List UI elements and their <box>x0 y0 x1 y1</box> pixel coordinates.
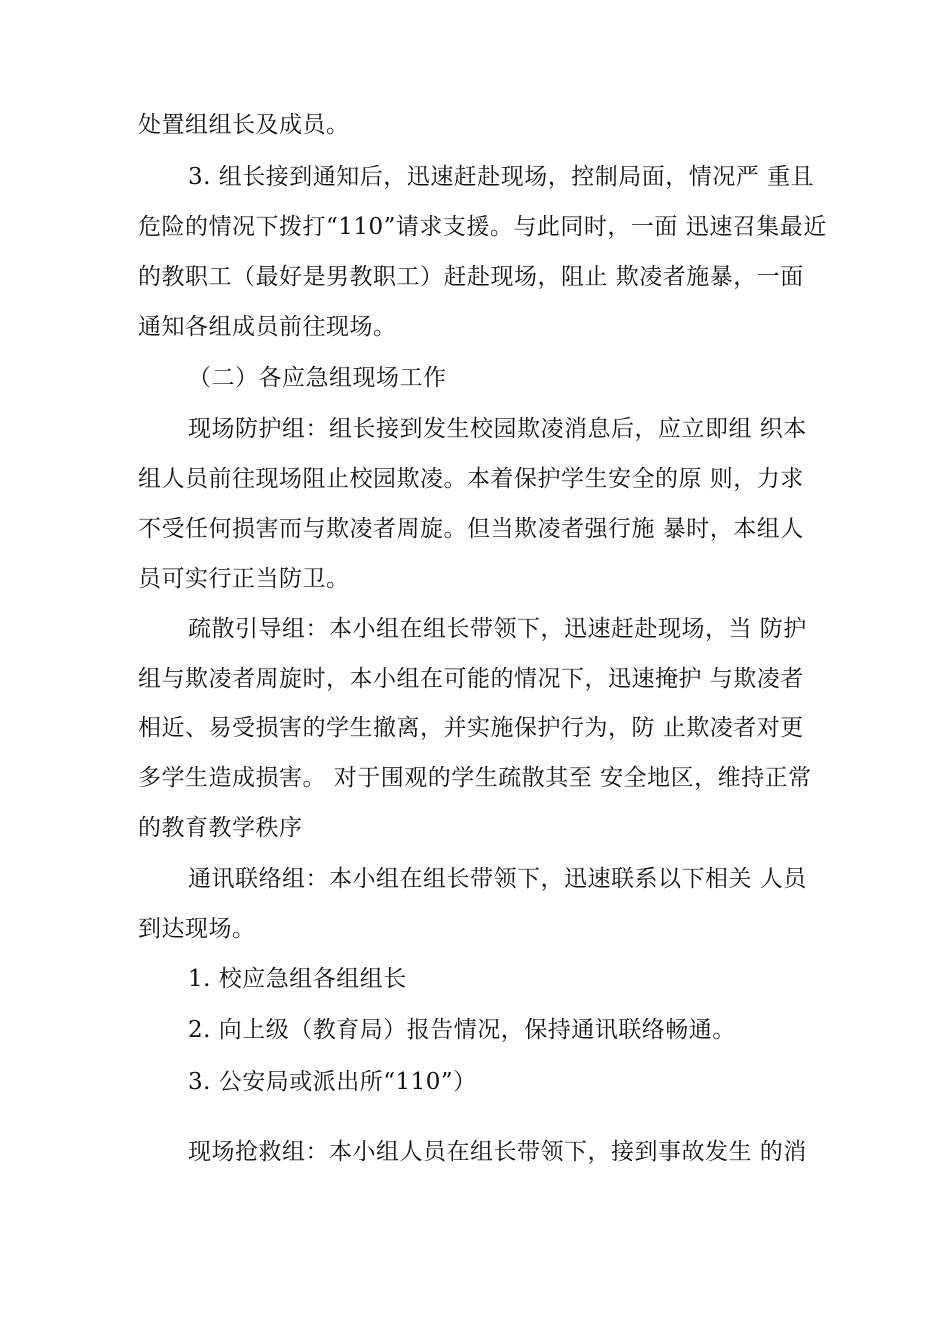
text-line-9: 不受任何损害而与欺凌者周旋。但当欺凌者强行施 暴时，本组人 <box>138 516 804 542</box>
list-item-3: 3. 公安局或派出所“110”） <box>188 1069 477 1095</box>
text-line-12: 组与欺凌者周旋时，本小组在可能的情况下，迅速掩护 与欺凌者 <box>138 666 804 692</box>
text-line-2: 3. 组长接到通知后，迅速赶赴现场，控制局面，情况严 重且 <box>188 164 815 190</box>
text-line-21: 现场抢救组：本小组人员在组长带领下，接到事故发生 的消 <box>188 1139 807 1165</box>
text-line-5: 通知各组成员前往现场。 <box>138 314 397 340</box>
text-line-17: 到达现场。 <box>138 916 256 942</box>
text-line-15: 的教育教学秩序 <box>138 815 303 841</box>
text-line-11: 疏散引导组：本小组在组长带领下，迅速赶赴现场，当 防护 <box>188 616 807 642</box>
text-line-3: 危险的情况下拨打“110”请求支援。与此同时，一面 迅速召集最近 <box>138 214 827 240</box>
section-heading: （二）各应急组现场工作 <box>188 365 447 391</box>
text-line-13: 相近、易受损害的学生撤离，并实施保护行为，防 止欺凌者对更 <box>138 715 804 741</box>
text-line-10: 员可实行正当防卫。 <box>138 566 350 592</box>
text-line-1: 处置组组长及成员。 <box>138 112 350 138</box>
text-line-4: 的教职工（最好是男教职工）赶赴现场，阻止 欺凌者施暴，一面 <box>138 264 804 290</box>
list-item-2: 2. 向上级（教育局）报告情况，保持通讯联络畅通。 <box>188 1017 736 1043</box>
text-line-16: 通讯联络组：本小组在组长带领下，迅速联系以下相关 人员 <box>188 866 807 892</box>
list-item-1: 1. 校应急组各组组长 <box>188 966 407 992</box>
text-line-14: 多学生造成损害。 对于围观的学生疏散其至 安全地区，维持正常 <box>138 765 812 791</box>
text-line-8: 组人员前往现场阻止校园欺凌。本着保护学生安全的原 则，力求 <box>138 466 804 492</box>
text-line-7: 现场防护组：组长接到发生校园欺凌消息后，应立即组 织本 <box>188 416 807 442</box>
